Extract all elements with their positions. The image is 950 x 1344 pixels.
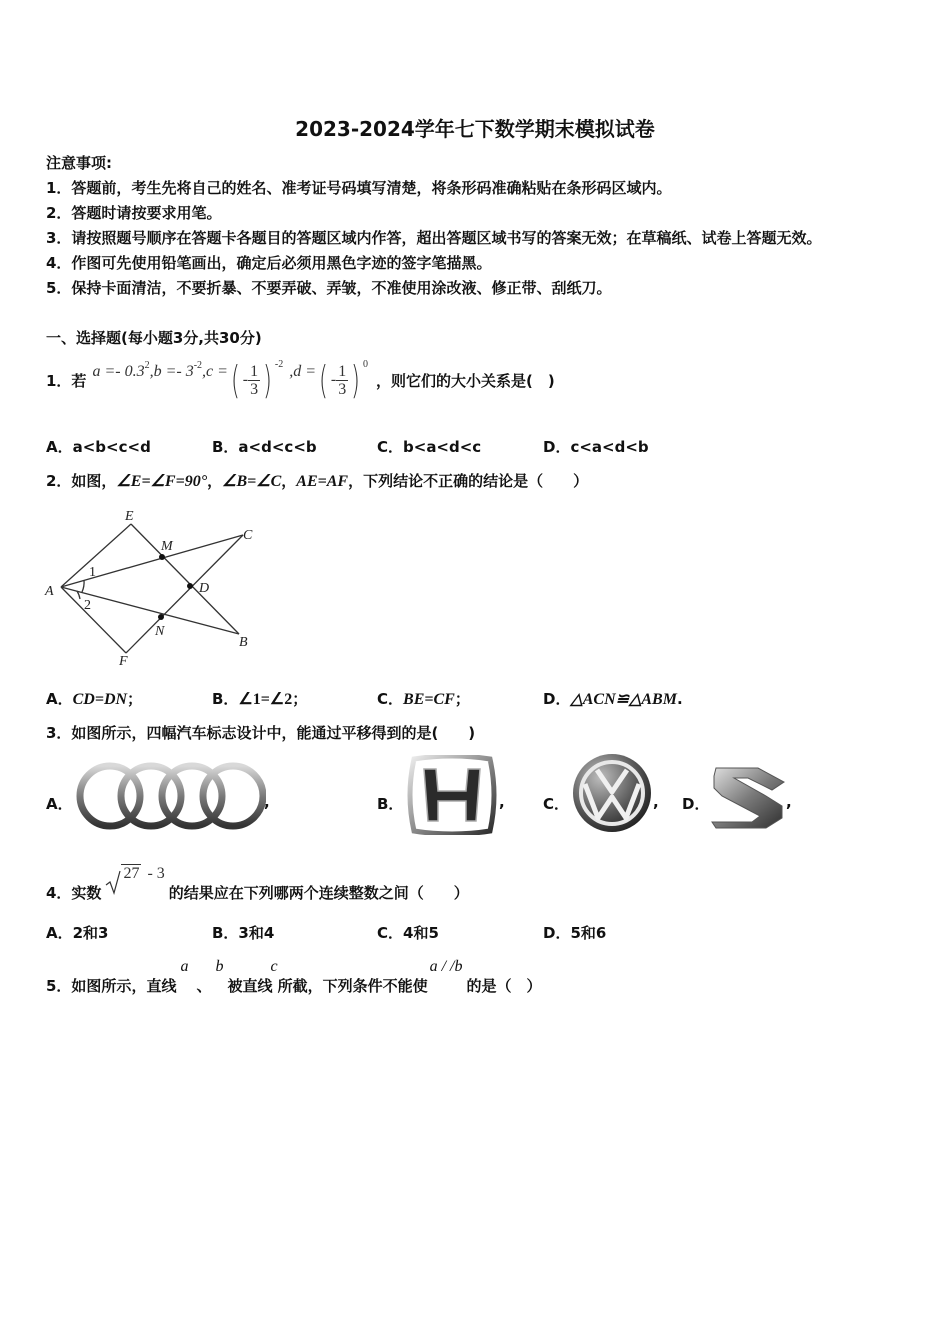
radicand: 27 (123, 864, 140, 882)
honda-logo (404, 755, 500, 835)
question-number: 1．若 (46, 371, 87, 390)
section-heading: 一、选择题(每小题3分,共30分) (46, 329, 262, 347)
option-d: D．5和6 (543, 924, 607, 942)
audi-rings-logo (72, 760, 266, 832)
notice-item: 4．作图可先使用铅笔画出，确定后必须用黑色字迹的签字笔描黑。 (46, 254, 492, 272)
line-b: b (215, 958, 224, 975)
question-text: 的结果应在下列哪两个连续整数之间（ ） (168, 883, 469, 902)
left-paren: ( (230, 358, 240, 402)
line-c: c (270, 958, 278, 975)
option-c: C． (543, 795, 570, 813)
label-angle-2: 2 (84, 598, 91, 613)
minus-term: - 3 (147, 865, 165, 882)
option-c: C．4和5 (377, 924, 439, 942)
minus-sign: - (242, 371, 249, 388)
minus-sign: - (330, 371, 337, 388)
notice-item: 5．保持卡面清洁，不要折暴、不要弄破、弄皱，不准使用涂改液、修正带、刮纸刀。 (46, 279, 612, 297)
comma: , (786, 793, 792, 811)
label-e: E (125, 509, 134, 524)
question-4 (46, 862, 469, 902)
option-b: B．a<d<c<b (212, 438, 317, 456)
notice-heading: 注意事项: (46, 154, 112, 172)
label-f: F (119, 654, 128, 669)
question-text: 的是（ ） (466, 976, 542, 995)
question-prefix: 4．实数 (46, 883, 102, 902)
option-c: C．BE=CF； (377, 690, 470, 708)
comma: , (499, 793, 505, 811)
label-m: M (161, 539, 173, 554)
label-d: D (199, 581, 210, 596)
parallel-expression: a / /b (429, 958, 463, 975)
question-5 (46, 955, 542, 995)
label-angle-1: 1 (89, 565, 96, 580)
point-n (158, 614, 164, 620)
sqrt-sign (105, 869, 121, 895)
option-a: A． (46, 795, 73, 813)
question-1 (46, 354, 555, 406)
notice-item: 3．请按照题号顺序在答题卡各题目的答题区域内作答，超出答题区域书写的答案无效；在草稿纸、试卷上答题无效。 (46, 229, 822, 247)
option-c: C．b<a<d<c (377, 438, 482, 456)
question-2: 2．如图，∠E=∠F=90°，∠B=∠C，AE=AF，下列结论不正确的结论是（ ） (46, 472, 589, 490)
label-a: A (45, 584, 54, 599)
label-b: B (239, 635, 248, 650)
suzuki-logo (708, 760, 788, 834)
point-m (159, 554, 165, 560)
option-b: B．∠1=∠2； (212, 690, 308, 708)
line-a: a (180, 958, 189, 975)
option-a: A．a<b<c<d (46, 438, 151, 456)
option-b: B．3和4 (212, 924, 275, 942)
question-3: 3．如图所示，四幅汽车标志设计中，能通过平移得到的是( ) (46, 724, 476, 742)
notice-item: 1．答题前，考生先将自己的姓名、准考证号码填写清楚，将条形码准确粘贴在条形码区域内。 (46, 179, 672, 197)
volkswagen-logo (571, 752, 653, 834)
comma: , (653, 793, 659, 811)
separator: 、 (196, 976, 212, 995)
question-text: 所截，下列条件不能使 (277, 976, 428, 995)
formula-a: $a =- 0.3^2,b =- 3^{-2},c$ = (92, 360, 228, 380)
formula-d: ,d = (289, 363, 317, 380)
fraction-c: $\frac{1}{3}$ (250, 362, 259, 398)
option-b: B． (377, 795, 404, 813)
left-paren: ( (319, 358, 328, 402)
option-d: D．c<a<d<b (543, 438, 649, 456)
exponent-d: 0 (363, 358, 369, 370)
option-d: D． (682, 795, 710, 813)
geometry-figure (40, 505, 270, 670)
label-n: N (155, 624, 165, 639)
option-a: A．2和3 (46, 924, 109, 942)
exponent-c: -2 (274, 358, 284, 370)
point-d (187, 583, 193, 589)
question-text: ，则它们的大小关系是( ) (376, 371, 555, 390)
question-text: 被直线 (227, 976, 273, 995)
fraction-d: $\frac{1}{3}$ (338, 362, 347, 398)
option-a: A．CD=DN； (46, 690, 143, 708)
page-title: 2023-2024学年七下数学期末模拟试卷 (295, 117, 655, 141)
question-prefix: 5．如图所示，直线 (46, 976, 177, 995)
comma: , (264, 793, 270, 811)
notice-item: 2．答题时请按要求用笔。 (46, 204, 222, 222)
right-paren: ) (263, 358, 272, 402)
right-paren: ) (351, 358, 361, 402)
label-c: C (243, 528, 253, 543)
option-d: D．△ACN≌△ABM. (543, 690, 683, 708)
